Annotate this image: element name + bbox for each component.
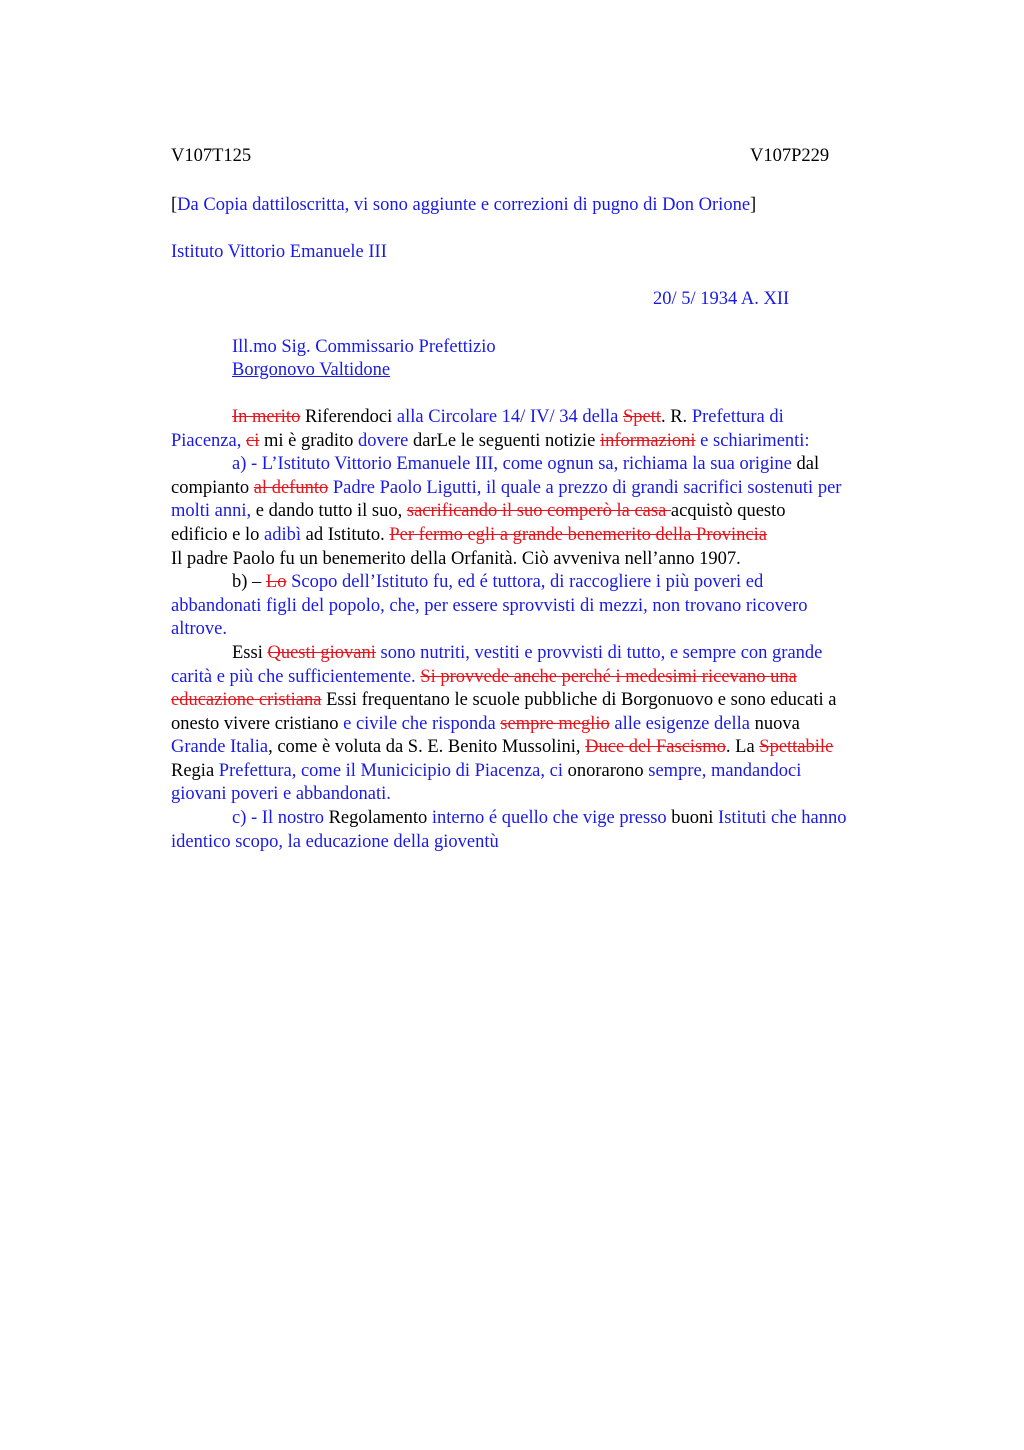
added-text: Prefettura, come il Municicipio di Piacenza, ci xyxy=(218,760,568,781)
recipient-place xyxy=(171,359,923,383)
original-text: . La xyxy=(725,737,760,758)
added-text: Istituti che hanno xyxy=(718,808,847,829)
added-text: giovani poveri e abbandonati. xyxy=(171,784,391,805)
document-code-right: V107P229 xyxy=(750,146,830,166)
original-text: Essi xyxy=(232,642,268,663)
source-note-text: Da Copia dattiloscritta, vi sono aggiunte e correzioni di pugno di Don Orione xyxy=(177,195,751,215)
added-text: dovere xyxy=(358,430,413,451)
body-line xyxy=(171,548,923,572)
added-text: interno é quello che vige presso xyxy=(431,808,672,829)
original-text: b) – xyxy=(232,572,266,593)
original-text: mi è gradito xyxy=(259,430,359,451)
added-text: altrove. xyxy=(171,619,227,640)
deleted-text: sempre meglio xyxy=(500,713,610,734)
recipient-place-text: Borgonovo Valtidone xyxy=(232,360,391,381)
deleted-text: Si provvede anche perché i medesimi ricevano una xyxy=(420,666,797,687)
added-text: c) - Il nostro xyxy=(232,808,329,829)
added-text: alle esigenze della xyxy=(609,713,755,734)
body-line xyxy=(171,689,923,713)
recipient-title: Ill.mo Sig. Commissario Prefettizio xyxy=(232,336,496,357)
deleted-text: Spett xyxy=(622,406,661,427)
letter-date: 20/ 5/ 1934 A. XII xyxy=(653,289,790,310)
original-text: , come è voluta da S. E. Benito Mussolini, xyxy=(268,737,586,758)
added-text: carità e più che sufficientemente. xyxy=(171,666,421,687)
added-text: Piacenza, xyxy=(171,430,246,451)
deleted-text: educazione cristiana xyxy=(171,690,322,711)
added-text: Prefettura di xyxy=(691,406,784,427)
added-text: identico scopo, la educazione della gioventù xyxy=(171,831,499,852)
added-text: e schiarimenti: xyxy=(695,430,810,451)
body-line xyxy=(171,595,923,619)
original-text: notizie xyxy=(545,430,600,451)
added-text: alla Circolare 14/ IV/ 34 della xyxy=(396,406,623,427)
body-line xyxy=(171,736,923,760)
original-text: onesto vivere cristiano xyxy=(171,713,344,734)
body-line xyxy=(171,831,923,855)
document-code-left: V107T125 xyxy=(171,146,252,166)
original-text: ad Istituto. xyxy=(300,524,390,545)
added-text: abbandonati figli del popolo, che, per essere sprovvisti di mezzi, non trovano ricovero xyxy=(171,595,808,616)
added-text: Padre Paolo Ligutti, il quale a prezzo di grandi sacrifici sostenuti per xyxy=(328,477,842,498)
added-text: a) - L’Istituto Vittorio Emanuele III, come ognun sa, richiama la sua origine xyxy=(232,454,797,475)
body-line xyxy=(171,666,923,690)
original-text: dal xyxy=(796,454,820,475)
body-line xyxy=(171,524,923,548)
body-line xyxy=(171,430,923,454)
original-text: . R. xyxy=(660,406,692,427)
original-text: Regia xyxy=(171,760,219,781)
body-line xyxy=(171,571,923,595)
body-line xyxy=(171,618,923,642)
original-text: onorarono xyxy=(567,760,649,781)
document-header xyxy=(171,146,923,172)
added-text: sempre, mandandoci xyxy=(648,760,802,781)
deleted-text: informazioni xyxy=(599,430,696,451)
added-text: Grande Italia xyxy=(171,737,269,758)
deleted-text: sacrificando il suo comperò la casa xyxy=(406,501,671,522)
body-line xyxy=(171,500,923,524)
body-line xyxy=(171,783,923,807)
original-text: Il padre Paolo fu un benemerito della Orfanità. Ciò avveniva nell’anno 1907. xyxy=(171,548,741,569)
source-note-open: [ xyxy=(171,195,178,215)
added-text: e civile che risponda xyxy=(343,713,501,734)
original-text: e dando tutto il suo, xyxy=(255,501,407,522)
letter-body xyxy=(171,406,923,854)
original-text: darLe le seguenti xyxy=(412,430,545,451)
added-text: molti anni, xyxy=(171,501,256,522)
body-line xyxy=(171,713,923,737)
institute-name: Istituto Vittorio Emanuele III xyxy=(171,241,387,262)
added-text: adibì xyxy=(263,524,301,545)
body-line xyxy=(171,406,923,430)
original-text: edificio e lo xyxy=(171,524,264,545)
original-text: Riferendoci xyxy=(300,406,397,427)
body-line xyxy=(171,453,923,477)
added-text: Scopo dell’Istituto fu, ed é tuttora, di raccogliere i più poveri ed xyxy=(286,572,764,593)
original-text: nuova xyxy=(754,713,800,734)
original-text: Essi frequentano le scuole pubbliche di Borgonuovo e sono educati a xyxy=(321,690,837,711)
deleted-text: Spettabile xyxy=(759,737,834,758)
body-line xyxy=(171,807,923,831)
original-text: buoni xyxy=(671,808,719,829)
document-page xyxy=(171,146,923,854)
body-line xyxy=(171,642,923,666)
original-text: compianto xyxy=(171,477,254,498)
original-text: acquistò questo xyxy=(670,501,786,522)
body-line xyxy=(171,477,923,501)
deleted-text: Questi giovani xyxy=(267,642,376,663)
source-note xyxy=(171,194,923,218)
deleted-text: In merito xyxy=(232,406,301,427)
deleted-text: Lo xyxy=(265,572,287,593)
added-text: sono nutriti, vestiti e provvisti di tutto, e sempre con grande xyxy=(375,642,823,663)
deleted-text: al defunto xyxy=(253,477,329,498)
original-text: Regolamento xyxy=(328,808,432,829)
deleted-text: Per fermo egli a grande benemerito della Provincia xyxy=(389,524,767,545)
deleted-text: ci xyxy=(246,430,260,451)
source-note-close: ] xyxy=(750,195,757,215)
body-line xyxy=(171,760,923,784)
deleted-text: Duce del Fascismo xyxy=(585,737,726,758)
